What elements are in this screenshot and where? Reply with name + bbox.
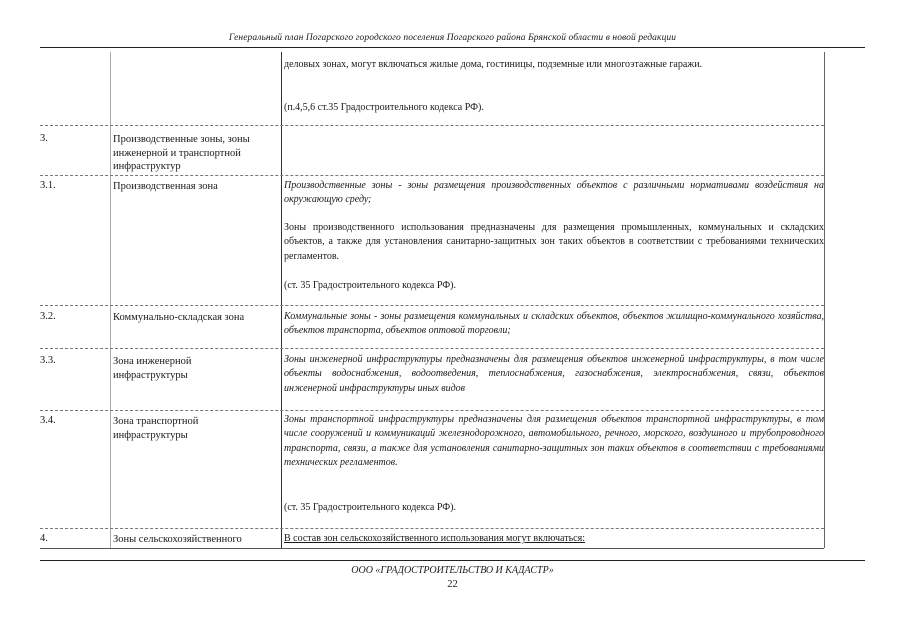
reference-text: (ст. 35 Градостроительного кодекса РФ). — [284, 502, 456, 513]
row-separator — [40, 305, 824, 306]
row-separator — [40, 348, 824, 349]
row-number: 3.2. — [40, 311, 56, 322]
zone-definition: Зоны инженерной инфраструктуры предназначены для размещения объектов инженерной инфраструктуры, в том числе объекты водоснабжения, водоотведения, теплоснабжения, газоснабжения, электроснабжения, связи, объектов инженерной инфраструктуры иных видов — [284, 354, 824, 394]
zone-definition: Зоны транспортной инфраструктуры предназначены для размещения объектов транспортной инфраструктуры, в том числе сооружений и коммуникаций железнодорожного, автомобильного, речного, морского, воздушного и трубопроводного транспорта, связи, а также для установления санитарно-защитных зон таких объектов в соответствии с требованиями технических регламентов. — [284, 414, 824, 469]
row-separator — [40, 410, 824, 411]
zone-name: Производственная зона — [113, 181, 218, 192]
row-number: 3. — [40, 133, 48, 144]
row-number: 3.1. — [40, 180, 56, 191]
table-bottom-border — [40, 548, 824, 549]
zone-name: Производственные зоны, зоны инженерной и транспортной инфраструктур — [113, 134, 250, 172]
reference-text: (ст. 35 Градостроительного кодекса РФ). — [284, 280, 456, 291]
document-header: Генеральный план Погарского городского поселения Погарского района Брянской области в новой редакции — [228, 33, 677, 43]
row-number: 3.3. — [40, 355, 56, 366]
continued-text: деловых зонах, могут включаться жилые дома, гостиницы, подземные или многоэтажные гаражи. — [284, 59, 703, 70]
reference-text: (п.4,5,6 ст.35 Градостроительного кодекса РФ). — [284, 102, 484, 113]
footer-company: ООО «ГРАДОСТРОИТЕЛЬСТВО И КАДАСТР» — [351, 565, 554, 576]
table-right-border — [824, 52, 825, 548]
zone-definition: Коммунальные зоны - зоны размещения коммунальных и складских объектов, объектов жилищно-коммунального хозяйства, объектов транспорта, объектов оптовой торговли; — [284, 311, 824, 337]
zone-name: Коммунально-складская зона — [113, 312, 245, 323]
zone-detail: Зоны производственного использования предназначены для размещения промышленных, коммунальных и складских объектов, а также для установления санитарно-защитных зон таких объектов в соответствии с требованиями технических регламентов. — [284, 222, 824, 262]
page-number: 22 — [447, 579, 458, 590]
zone-name: Зона транспортной инфраструктуры — [113, 416, 199, 441]
column-divider-left — [110, 52, 111, 548]
zone-name: Зона инженерной инфраструктуры — [113, 356, 192, 381]
row-separator — [40, 175, 824, 176]
zone-definition: Производственные зоны - зоны размещения производственных объектов с различными нормативами воздействия на окружающую среду; — [284, 180, 824, 206]
zone-name: Зоны сельскохозяйственного — [113, 534, 242, 545]
row-number: 4. — [40, 533, 48, 544]
column-divider — [281, 52, 282, 548]
row-number: 3.4. — [40, 415, 56, 426]
row-separator — [40, 125, 824, 126]
footer-rule — [40, 560, 865, 561]
row-separator — [40, 528, 824, 529]
zone-definition: В состав зон сельскохозяйственного использования могут включаться: — [284, 533, 585, 544]
header-rule — [40, 47, 865, 48]
